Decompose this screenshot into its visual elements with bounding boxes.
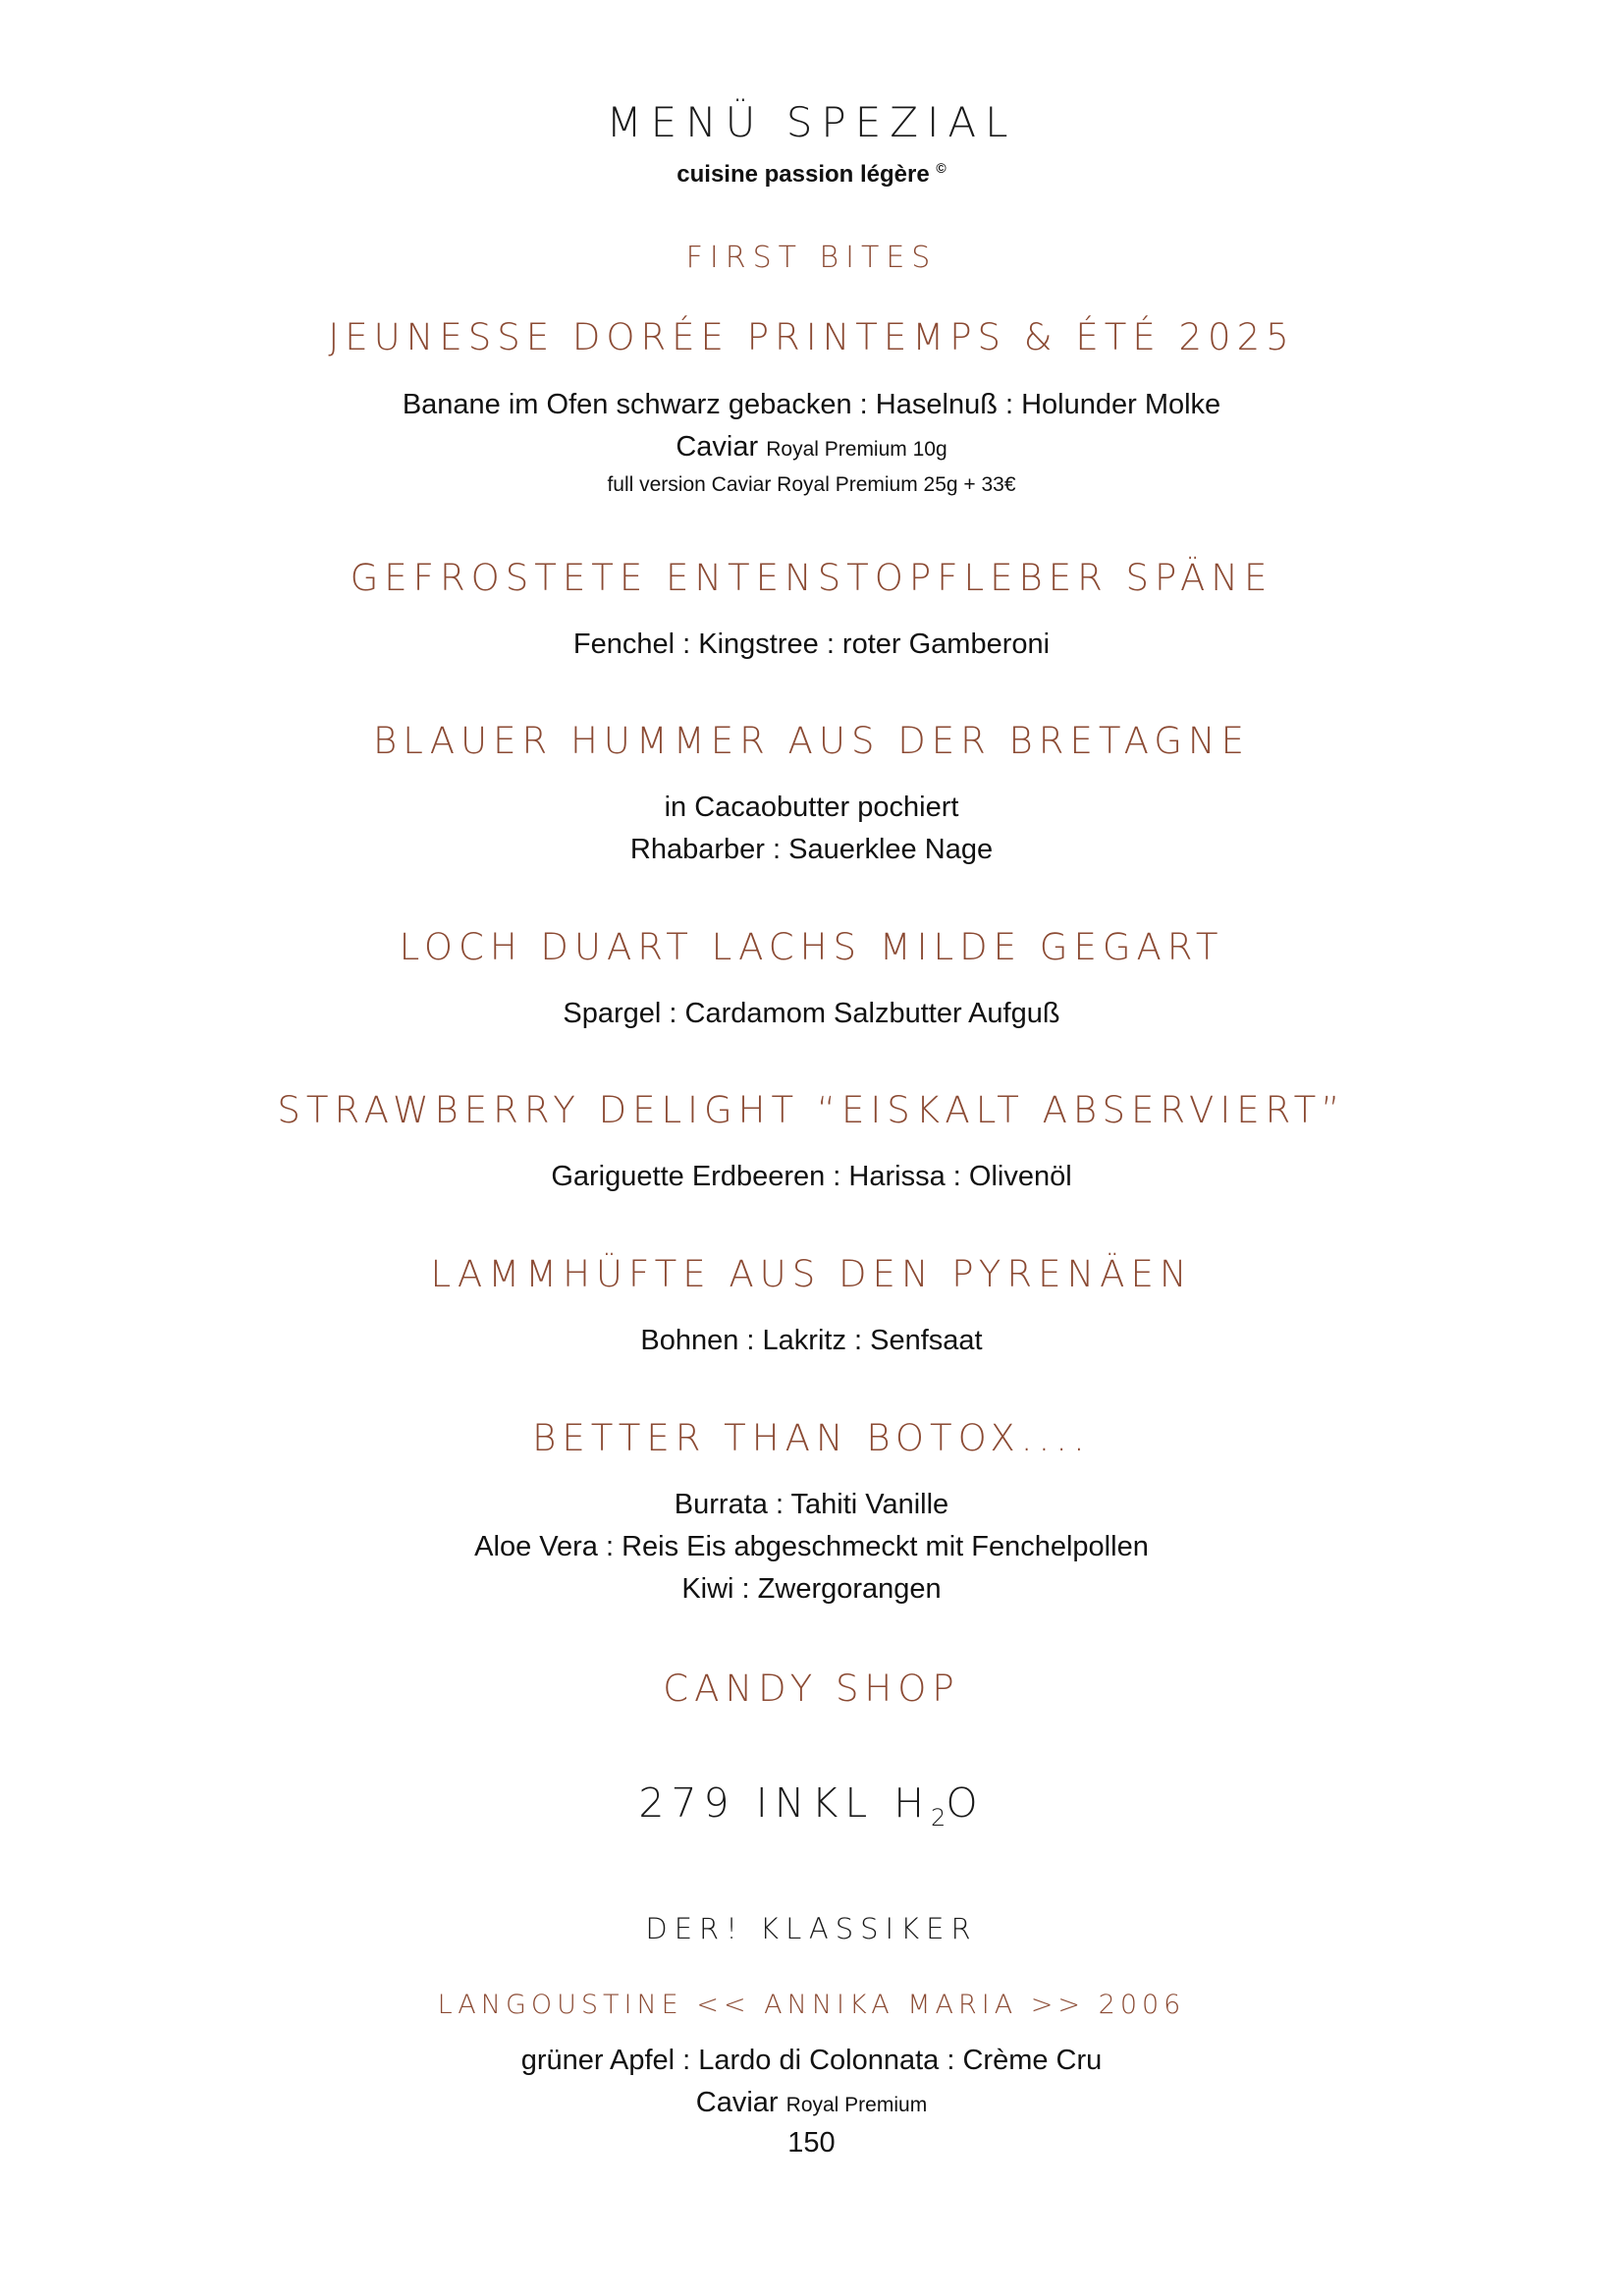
price-text: INKL H bbox=[755, 1779, 932, 1827]
caviar-label: Caviar bbox=[676, 431, 759, 463]
course-title: BETTER THAN BOTOX.... bbox=[532, 1417, 1091, 1459]
klassiker-label: DER! KLASSIKER bbox=[645, 1912, 978, 1945]
first-bites-label: FIRST BITES bbox=[685, 241, 938, 275]
course-title: GEFROSTETE ENTENSTOPFLEBER SPÄNE bbox=[350, 557, 1273, 599]
course-title: LAMMHÜFTE AUS DEN PYRENÄEN bbox=[430, 1253, 1193, 1295]
klassiker-title: LANGOUSTINE << ANNIKA MARIA >> 2006 bbox=[437, 1990, 1186, 2020]
course-description: Kiwi : Zwergorangen bbox=[681, 1573, 942, 1605]
course-description: Fenchel : Kingstree : roter Gamberoni bbox=[572, 629, 1051, 660]
klassiker-caviar-line bbox=[0, 2087, 1623, 2119]
course-description: Aloe Vera : Reis Eis abgeschmeckt mit Fenchelpollen bbox=[474, 1531, 1149, 1562]
page-subtitle bbox=[0, 160, 1623, 189]
caviar-label: Caviar bbox=[695, 2087, 779, 2118]
course-upgrade-note: full version Caviar Royal Premium 25g + 33€ bbox=[607, 473, 1016, 496]
course-description: Burrata : Tahiti Vanille bbox=[674, 1489, 949, 1520]
course-description: Bohnen : Lakritz : Senfsaat bbox=[640, 1325, 983, 1356]
course-title: STRAWBERRY DELIGHT “EISKALT ABSERVIERT” bbox=[277, 1089, 1346, 1131]
course-description: Spargel : Cardamom Salzbutter Aufguß bbox=[563, 998, 1060, 1029]
price-amount: 279 bbox=[638, 1779, 736, 1827]
klassiker-price: 150 bbox=[787, 2127, 836, 2159]
subtitle-text: cuisine passion légère bbox=[676, 161, 930, 188]
course-description: in Cacaobutter pochiert bbox=[664, 792, 959, 823]
caviar-detail: Royal Premium 10g bbox=[766, 438, 947, 461]
price-subscript: 2 bbox=[931, 1804, 947, 1832]
course-title: JEUNESSE DORÉE PRINTEMPS & ÉTÉ 2025 bbox=[328, 316, 1295, 358]
caviar-detail: Royal Premium bbox=[785, 2094, 928, 2116]
course-title: BLAUER HUMMER AUS DER BRETAGNE bbox=[373, 720, 1250, 762]
price-tail: O bbox=[946, 1779, 985, 1827]
klassiker-description: grüner Apfel : Lardo di Colonnata : Crème Cru bbox=[520, 2045, 1103, 2076]
course-description: Rhabarber : Sauerklee Nage bbox=[629, 834, 994, 865]
page-title: MENÜ SPEZIAL bbox=[606, 98, 1017, 146]
course-description: Banane im Ofen schwarz gebacken : Haselnuß : Holunder Molke bbox=[402, 389, 1221, 420]
copyright-mark: © bbox=[936, 160, 947, 176]
course-title: LOCH DUART LACHS MILDE GEGART bbox=[399, 926, 1224, 968]
course-title: CANDY SHOP bbox=[663, 1667, 960, 1710]
course-description: Gariguette Erdbeeren : Harissa : Olivenöl bbox=[551, 1161, 1072, 1192]
menu-price bbox=[0, 1779, 1623, 1831]
course-caviar-line bbox=[0, 431, 1623, 464]
